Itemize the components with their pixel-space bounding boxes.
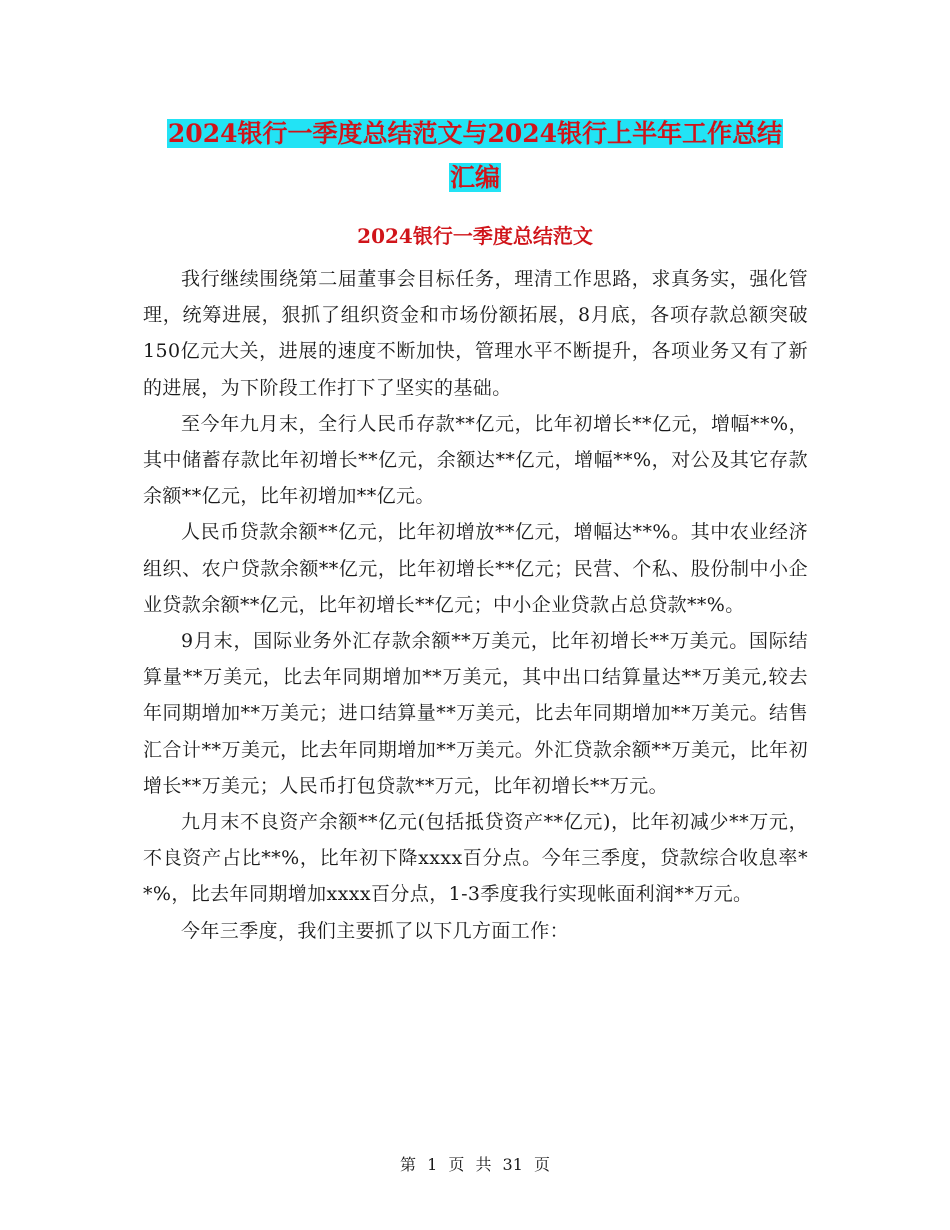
paragraph: 9月末，国际业务外汇存款余额**万美元，比年初增长**万美元。国际结算量**万美元，比去年同期增加**万美元，其中出口结算量达**万美元,较去年同期增加**万美元；进口结算量**万美元，比去年同期增加**万美元。结售汇合计**万美元，比去年同期增加**万美元。外汇贷款余额**万美元，比年初增长**万美元；人民币打包贷款**万元，比年初增长**万元。: [143, 630, 808, 797]
document-title-line-2: 汇编: [449, 163, 500, 192]
paragraph: 至今年九月末，全行人民币存款**亿元，比年初增长**亿元，增幅**%，其中储蓄存款比年初增长**亿元，余额达**亿元，增幅**%，对公及其它存款余额**亿元，比年初增加**亿元。: [143, 412, 808, 508]
document-title-line-1: 2024银行一季度总结范文与2024银行上半年工作总结: [167, 119, 783, 148]
document-title: [0, 112, 950, 200]
paragraph: 今年三季度，我们主要抓了以下几方面工作：: [181, 919, 570, 942]
section-heading: 2024银行一季度总结范文: [357, 224, 593, 248]
page-number-footer: 第 1 页 共 31 页: [400, 1155, 550, 1174]
paragraph: 我行继续围绕第二届董事会目标任务，理清工作思路，求真务实，强化管理，统筹进展，狠抓了组织资金和市场份额拓展，8月底，各项存款总额突破150亿元大关，进展的速度不断加快，管理水平不断提升，各项业务又有了新的进展，为下阶段工作打下了坚实的基础。: [143, 268, 808, 399]
paragraph: 人民币贷款余额**亿元，比年初增放**亿元，增幅达**%。其中农业经济组织、农户贷款余额**亿元，比年初增长**亿元；民营、个私、股份制中小企业贷款余额**亿元，比年初增长**亿元；中小企业贷款占总贷款**%。: [143, 521, 808, 616]
paragraph: 九月末不良资产余额**亿元(包括抵贷资产**亿元)，比年初减少**万元，不良资产占比**%，比年初下降xxxx百分点。今年三季度，贷款综合收息率**%，比去年同期增加xxxx百分点，1-3季度我行实现帐面利润**万元。: [143, 811, 808, 906]
document-body: [143, 261, 808, 949]
